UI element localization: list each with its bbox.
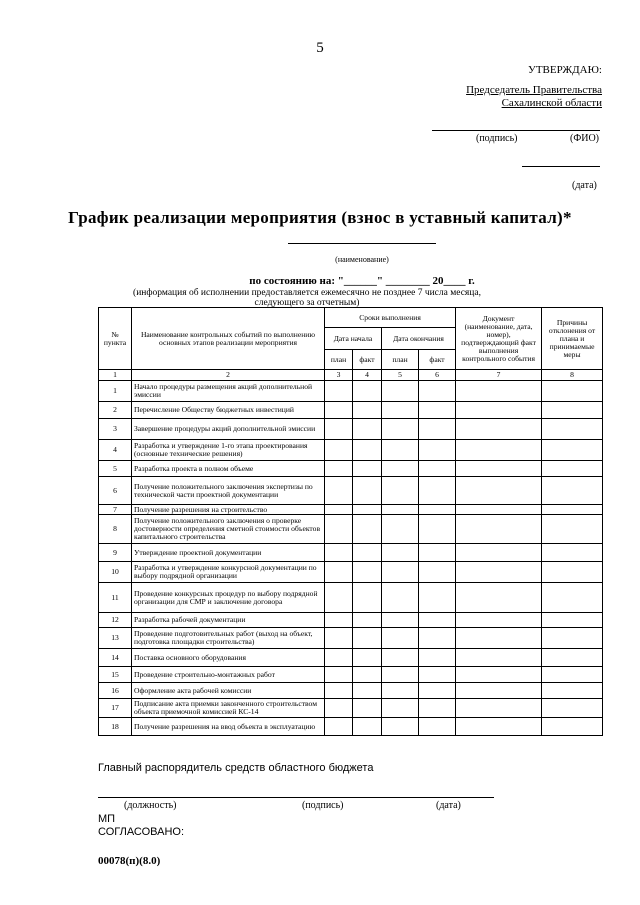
end-plan-cell[interactable] [382, 544, 419, 562]
row-event-name: Перечисление Обществу бюджетных инвестиций [132, 402, 325, 419]
col-num-6: 6 [419, 370, 456, 381]
row-event-name: Получение разрешения на строительство [132, 505, 325, 515]
end-plan-cell[interactable] [382, 440, 419, 461]
document-cell[interactable] [456, 562, 542, 583]
info-note-line1: (информация об исполнении предоставляется ежемесячно не позднее 7 числа месяца, [133, 288, 481, 298]
approval-position-line2: Сахалинской области [501, 97, 602, 109]
row-event-name: Получение положительного заключения экспертизы по технической части проектной документации [132, 477, 325, 505]
start-plan-cell[interactable] [325, 613, 353, 628]
table-row [99, 699, 603, 718]
table-row [99, 461, 603, 477]
end-fact-cell[interactable] [419, 381, 456, 402]
col-num-5: 5 [382, 370, 419, 381]
end-plan-cell[interactable] [382, 649, 419, 667]
end-fact-cell[interactable] [419, 515, 456, 544]
end-fact-cell[interactable] [419, 667, 456, 683]
reasons-cell[interactable] [542, 461, 603, 477]
col-num-7: 7 [456, 370, 542, 381]
end-fact-cell[interactable] [419, 628, 456, 649]
table-row [99, 683, 603, 699]
row-number: 16 [99, 683, 132, 699]
end-fact-cell[interactable] [419, 613, 456, 628]
end-plan-cell[interactable] [382, 477, 419, 505]
name-line [288, 243, 436, 244]
start-plan-cell[interactable] [325, 628, 353, 649]
start-plan-cell[interactable] [325, 544, 353, 562]
reasons-cell[interactable] [542, 683, 603, 699]
agreed-label: СОГЛАСОВАНО: [98, 826, 185, 838]
end-fact-cell[interactable] [419, 683, 456, 699]
document-cell[interactable] [456, 461, 542, 477]
document-title: График реализации мероприятия (взнос в уставный капитал)* [68, 208, 572, 227]
end-plan-cell[interactable] [382, 683, 419, 699]
reasons-cell[interactable] [542, 583, 603, 613]
table-row [99, 381, 603, 402]
document-cell[interactable] [456, 699, 542, 718]
approval-heading: УТВЕРЖДАЮ: [528, 64, 602, 76]
row-number: 1 [99, 381, 132, 402]
header-document: Документ (наименование, дата, номер), подтверждающий факт выполнения контрольного события [456, 308, 542, 370]
start-fact-cell[interactable] [353, 562, 382, 583]
col-num-2: 2 [132, 370, 325, 381]
header-start-fact: факт [353, 350, 382, 370]
document-cell[interactable] [456, 649, 542, 667]
start-fact-cell[interactable] [353, 667, 382, 683]
end-plan-cell[interactable] [382, 461, 419, 477]
approval-position [382, 84, 602, 110]
info-note-line2: следующего за отчетным) [254, 298, 360, 308]
document-cell[interactable] [456, 628, 542, 649]
end-plan-cell[interactable] [382, 402, 419, 419]
start-plan-cell[interactable] [325, 440, 353, 461]
date-label: (дата) [436, 800, 461, 811]
reasons-cell[interactable] [542, 667, 603, 683]
row-event-name: Утверждение проектной документации [132, 544, 325, 562]
start-plan-cell[interactable] [325, 583, 353, 613]
row-number: 15 [99, 667, 132, 683]
signature-line [98, 797, 494, 798]
end-plan-cell[interactable] [382, 718, 419, 736]
start-fact-cell[interactable] [353, 649, 382, 667]
reasons-cell[interactable] [542, 699, 603, 718]
row-number: 7 [99, 505, 132, 515]
header-end-date: Дата окончания [382, 328, 456, 350]
start-plan-cell[interactable] [325, 683, 353, 699]
end-plan-cell[interactable] [382, 583, 419, 613]
end-fact-cell[interactable] [419, 562, 456, 583]
start-fact-cell[interactable] [353, 718, 382, 736]
start-plan-cell[interactable] [325, 402, 353, 419]
table-row [99, 505, 603, 515]
row-number: 3 [99, 419, 132, 440]
row-event-name: Подписание акта приемки законченного строительством объекта приемочной комиссией КС-14 [132, 699, 325, 718]
row-event-name: Разработка и утверждение конкурсной документации по выбору подрядной организации [132, 562, 325, 583]
header-start-plan: план [325, 350, 353, 370]
header-num: № пункта [99, 308, 132, 370]
row-event-name: Разработка и утверждение 1-го этапа проектирования (основные технические решения) [132, 440, 325, 461]
start-fact-cell[interactable] [353, 477, 382, 505]
row-number: 5 [99, 461, 132, 477]
end-fact-cell[interactable] [419, 699, 456, 718]
table-row [99, 649, 603, 667]
row-event-name: Проведение строительно-монтажных работ [132, 667, 325, 683]
start-plan-cell[interactable] [325, 562, 353, 583]
end-fact-cell[interactable] [419, 419, 456, 440]
document-cell[interactable] [456, 381, 542, 402]
end-fact-cell[interactable] [419, 718, 456, 736]
start-plan-cell[interactable] [325, 699, 353, 718]
end-fact-cell[interactable] [419, 583, 456, 613]
reasons-cell[interactable] [542, 381, 603, 402]
table-row [99, 583, 603, 613]
info-note [0, 288, 614, 308]
table-row [99, 613, 603, 628]
table-row [99, 440, 603, 461]
row-number: 18 [99, 718, 132, 736]
row-number: 17 [99, 699, 132, 718]
start-fact-cell[interactable] [353, 419, 382, 440]
document-cell[interactable] [456, 683, 542, 699]
end-plan-cell[interactable] [382, 515, 419, 544]
start-fact-cell[interactable] [353, 683, 382, 699]
reasons-cell[interactable] [542, 440, 603, 461]
signature-label: (подпись) [302, 800, 344, 811]
row-event-name: Разработка рабочей документации [132, 613, 325, 628]
reasons-cell[interactable] [542, 505, 603, 515]
end-plan-cell[interactable] [382, 562, 419, 583]
row-event-name: Начало процедуры размещения акций дополнительной эмиссии [132, 381, 325, 402]
end-plan-cell[interactable] [382, 505, 419, 515]
row-event-name: Проведение подготовительных работ (выход на объект, подготовка площадки строительства) [132, 628, 325, 649]
end-plan-cell[interactable] [382, 613, 419, 628]
end-plan-cell[interactable] [382, 419, 419, 440]
reasons-cell[interactable] [542, 402, 603, 419]
header-event-name: Наименование контрольных событий по выполнению основных этапов реализации мероприятия [132, 308, 325, 370]
header-end-plan: план [382, 350, 419, 370]
end-plan-cell[interactable] [382, 628, 419, 649]
end-fact-cell[interactable] [419, 649, 456, 667]
start-fact-cell[interactable] [353, 699, 382, 718]
reasons-cell[interactable] [542, 544, 603, 562]
position-label: (должность) [124, 800, 177, 811]
reasons-cell[interactable] [542, 628, 603, 649]
row-number: 14 [99, 649, 132, 667]
row-number: 12 [99, 613, 132, 628]
table-row [99, 667, 603, 683]
end-fact-cell[interactable] [419, 440, 456, 461]
end-fact-cell[interactable] [419, 544, 456, 562]
table-row [99, 515, 603, 544]
reasons-cell[interactable] [542, 649, 603, 667]
schedule-table [98, 307, 603, 736]
approval-date-line [522, 166, 600, 167]
chief-manager-label: Главный распорядитель средств областного бюджета [98, 762, 374, 774]
approval-signature-line [432, 130, 600, 131]
reasons-cell[interactable] [542, 515, 603, 544]
document-cell[interactable] [456, 515, 542, 544]
end-plan-cell[interactable] [382, 699, 419, 718]
table-row [99, 419, 603, 440]
end-fact-cell[interactable] [419, 505, 456, 515]
document-cell[interactable] [456, 583, 542, 613]
col-num-1: 1 [99, 370, 132, 381]
as-of-date: по состоянию на: "______" ________ 20____ г. [249, 275, 475, 287]
start-plan-cell[interactable] [325, 477, 353, 505]
start-plan-cell[interactable] [325, 515, 353, 544]
approval-date-label: (дата) [572, 180, 597, 191]
row-number: 11 [99, 583, 132, 613]
reasons-cell[interactable] [542, 718, 603, 736]
header-terms: Сроки выполнения [325, 308, 456, 328]
reasons-cell[interactable] [542, 477, 603, 505]
document-cell[interactable] [456, 477, 542, 505]
document-cell[interactable] [456, 505, 542, 515]
table-row [99, 628, 603, 649]
table-row [99, 477, 603, 505]
row-number: 6 [99, 477, 132, 505]
table-row [99, 718, 603, 736]
document-cell[interactable] [456, 613, 542, 628]
end-fact-cell[interactable] [419, 402, 456, 419]
approval-fio-label: (ФИО) [570, 133, 600, 144]
end-plan-cell[interactable] [382, 667, 419, 683]
row-number: 9 [99, 544, 132, 562]
row-event-name: Разработка проекта в полном объеме [132, 461, 325, 477]
col-num-4: 4 [353, 370, 382, 381]
start-fact-cell[interactable] [353, 515, 382, 544]
row-number: 4 [99, 440, 132, 461]
row-number: 13 [99, 628, 132, 649]
col-num-3: 3 [325, 370, 353, 381]
start-plan-cell[interactable] [325, 649, 353, 667]
row-event-name: Проведение конкурсных процедур по выбору подрядной организации для СМР и заключение договора [132, 583, 325, 613]
start-fact-cell[interactable] [353, 440, 382, 461]
document-cell[interactable] [456, 544, 542, 562]
start-plan-cell[interactable] [325, 419, 353, 440]
start-fact-cell[interactable] [353, 461, 382, 477]
document-cell[interactable] [456, 402, 542, 419]
start-plan-cell[interactable] [325, 381, 353, 402]
header-start-date: Дата начала [325, 328, 382, 350]
end-fact-cell[interactable] [419, 477, 456, 505]
table-row [99, 562, 603, 583]
header-reasons: Причины отклонения от плана и принимаемые меры [542, 308, 603, 370]
row-number: 8 [99, 515, 132, 544]
approval-position-line1: Председатель Правительства [466, 84, 602, 96]
start-fact-cell[interactable] [353, 381, 382, 402]
document-cell[interactable] [456, 667, 542, 683]
document-cell[interactable] [456, 718, 542, 736]
row-number: 10 [99, 562, 132, 583]
reasons-cell[interactable] [542, 562, 603, 583]
start-fact-cell[interactable] [353, 544, 382, 562]
row-event-name: Завершение процедуры акций дополнительной эмиссии [132, 419, 325, 440]
reasons-cell[interactable] [542, 613, 603, 628]
start-plan-cell[interactable] [325, 505, 353, 515]
page-number: 5 [316, 40, 324, 56]
start-plan-cell[interactable] [325, 461, 353, 477]
start-fact-cell[interactable] [353, 628, 382, 649]
start-fact-cell[interactable] [353, 505, 382, 515]
end-fact-cell[interactable] [419, 461, 456, 477]
row-event-name: Поставка основного оборудования [132, 649, 325, 667]
document-cell[interactable] [456, 440, 542, 461]
approval-signature-label: (подпись) [476, 133, 518, 144]
row-event-name: Оформление акта рабочей комиссии [132, 683, 325, 699]
table-row [99, 402, 603, 419]
table-row [99, 544, 603, 562]
document-code: 00078(п)(8.0) [98, 855, 161, 867]
start-fact-cell[interactable] [353, 583, 382, 613]
start-fact-cell[interactable] [353, 613, 382, 628]
reasons-cell[interactable] [542, 419, 603, 440]
start-fact-cell[interactable] [353, 402, 382, 419]
start-plan-cell[interactable] [325, 667, 353, 683]
start-plan-cell[interactable] [325, 718, 353, 736]
row-event-name: Получение разрешения на ввод объекта в эксплуатацию [132, 718, 325, 736]
stamp-place: МП [98, 813, 116, 825]
row-event-name: Получение положительного заключения о проверке достоверности определения сметной стоимости объектов капитального строительства [132, 515, 325, 544]
row-number: 2 [99, 402, 132, 419]
name-caption: (наименование) [335, 255, 389, 264]
header-end-fact: факт [419, 350, 456, 370]
column-number-row [99, 370, 603, 381]
col-num-8: 8 [542, 370, 603, 381]
document-cell[interactable] [456, 419, 542, 440]
end-plan-cell[interactable] [382, 381, 419, 402]
